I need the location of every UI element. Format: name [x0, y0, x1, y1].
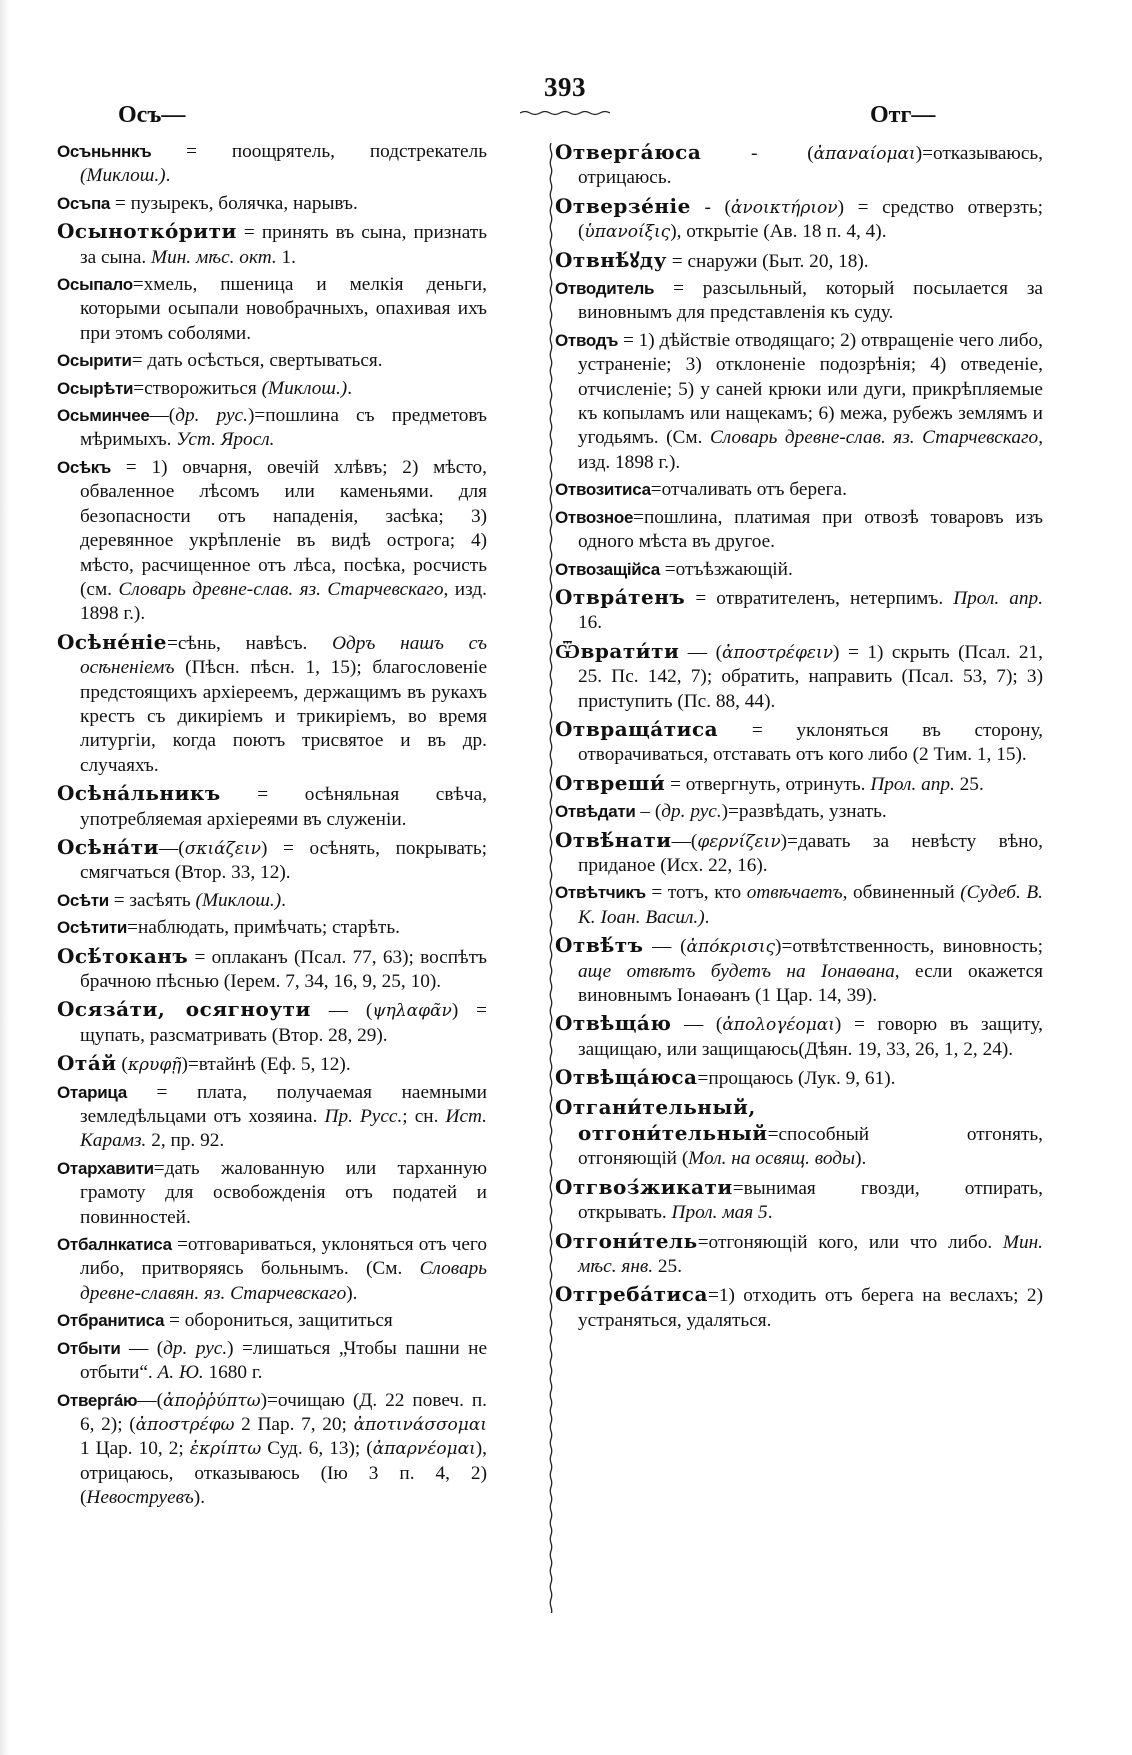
entry-headword: Отвозное	[555, 507, 634, 527]
dictionary-entry	[555, 1011, 1043, 1062]
dictionary-entry	[57, 781, 487, 832]
entry-headword: Осѣ́токанъ	[57, 943, 189, 968]
greek-term: ἀποτινάσσομαι	[353, 1414, 487, 1435]
entry-headword: Осъпа	[57, 193, 111, 213]
greek-term: ἀπολογέομαι	[722, 1015, 835, 1036]
entry-headword: Отвозащійса	[555, 559, 660, 579]
entry-headword: Осѣтити	[57, 918, 128, 938]
entry-definition-text: =отговариваться, уклоняться отъ чего либо, притворяясь больнымъ. (См.	[80, 1234, 487, 1280]
dictionary-entry	[555, 478, 1043, 502]
entry-definition-text: (Пѣсн. пѣсн. 1, 15); благословеніе предстоящихъ архіереемъ, держащимъ въ рукахъ крестъ съ дикиріемъ и трикиріемъ, во время литургіи, когда поютъ трисвятое и въ др. случаяхъ.	[80, 657, 487, 776]
dictionary-entry	[555, 1065, 1043, 1091]
entry-definition-text: = пузырекъ, болячка, нарывъ.	[110, 192, 358, 214]
entry-definition-text: ; сн.	[402, 1106, 446, 1128]
entry-definition-text: )=очищаю (Д. 22 повеч. п. 6, 2); (	[80, 1389, 487, 1435]
entry-definition-text: , обвиненный	[842, 882, 961, 904]
entry-definition-text: ).	[346, 1282, 358, 1304]
entry-definition-text: 25.	[954, 773, 984, 795]
page-number: 393	[544, 72, 586, 102]
dictionary-entry	[57, 1081, 487, 1154]
entry-definition-text: —(	[149, 405, 176, 427]
entry-headword: Осѣти	[57, 890, 109, 910]
dictionary-entry	[57, 916, 487, 940]
entry-definition-text: 1680 г.	[203, 1362, 263, 1384]
italic-citation: Ист. Карамз.	[80, 1106, 487, 1152]
dictionary-entry	[555, 277, 1043, 326]
greek-term: ἀπαναίομαι	[813, 144, 916, 164]
entry-headword: Отводитель	[555, 279, 655, 299]
greek-term: ἀποστρέφειν	[722, 642, 834, 663]
dictionary-entry	[555, 771, 1043, 797]
italic-citation: (Миклош.)	[261, 377, 348, 399]
entry-definition-text: 2, пр. 92.	[146, 1130, 225, 1152]
entry-headword: Отвра́тенъ	[555, 584, 686, 609]
entry-headword: Отбыти	[57, 1338, 121, 1358]
dictionary-entry	[555, 1229, 1043, 1280]
dictionary-entry	[555, 558, 1043, 582]
dictionary-entry	[555, 1095, 1043, 1172]
dictionary-entry	[57, 456, 487, 627]
entry-definition-text: = 1) овчарня, овечій хлѣвъ; 2) мѣсто, обваленное лѣсомъ или каменьями. для безопасности отъ нападенія, засѣка; 3) деревянное укрѣпленіе въ видѣ острога; 4) мѣсто, расчищенное отъ лѣса, посѣка, росчисть (см.	[80, 456, 487, 600]
entry-definition-text: = оборониться, защититься	[164, 1310, 393, 1332]
entry-definition-text: 25.	[653, 1256, 683, 1278]
italic-citation: Словарь древне-слав. яз. Старчевскаго	[709, 427, 1039, 449]
entry-headword: Отвергáюса	[555, 140, 702, 164]
italic-citation: др. рус.	[163, 1337, 228, 1359]
page-number-ornament-rule	[520, 110, 610, 116]
entry-headword: Отвѣща́ю	[555, 1011, 672, 1036]
dictionary-entry	[555, 828, 1043, 879]
entry-definition-text: (	[116, 1054, 128, 1076]
entry-definition-text: 2 Пар. 7, 20;	[234, 1413, 354, 1435]
entry-definition-text: 1.	[276, 246, 296, 268]
dictionary-entry	[57, 889, 487, 913]
italic-citation: Уст. Яросл.	[176, 429, 275, 451]
italic-citation: Прол. апр.	[870, 773, 955, 795]
entry-definition-text: 16.	[578, 612, 603, 634]
entry-definition-text: = засѣять	[108, 889, 196, 911]
entry-definition-text: — (	[671, 1014, 723, 1036]
dictionary-entry	[57, 997, 487, 1048]
entry-headword: Осѣне́ніе	[57, 629, 167, 654]
entry-headword: Осьминчее	[57, 406, 150, 426]
italic-citation: Невоструевъ	[86, 1487, 194, 1509]
entry-headword: Отвозитиса	[555, 480, 651, 500]
entry-headword: Отгвоз́жикати	[555, 1174, 733, 1199]
dictionary-entry	[555, 800, 1043, 824]
dictionary-entry	[57, 630, 487, 778]
dictionary-entry	[57, 404, 487, 453]
italic-citation: Мин. мѣс. окт.	[151, 246, 277, 268]
dictionary-entry	[555, 1175, 1043, 1226]
entry-headword: Ота́й	[57, 1051, 117, 1076]
entry-definition-text: =отчаливать отъ берега.	[650, 479, 847, 501]
entry-headword: Отархавити	[57, 1158, 154, 1178]
entry-definition-text: =1) отходить отъ берега на веслахъ; 2) устраняться, удаляться.	[578, 1285, 1043, 1331]
entry-definition-text: =прощаюсь (Лук. 9, 61).	[697, 1068, 896, 1090]
italic-citation: А. Ю.	[157, 1362, 204, 1384]
greek-term: ἀπόκρισις	[686, 937, 776, 958]
dictionary-entry	[555, 1282, 1043, 1333]
entry-definition-text: , изд. 1898 г.).	[578, 427, 1044, 473]
entry-definition-text: — (	[120, 1337, 164, 1359]
entry-definition-text: ).	[193, 1487, 206, 1509]
entry-definition-text: = поощрятель, подстрекатель	[151, 141, 487, 162]
entry-headword: Отвергáю	[57, 1390, 138, 1410]
entry-definition-text: .	[767, 1202, 773, 1224]
dictionary-entry	[57, 192, 487, 216]
dictionary-entry	[555, 717, 1043, 768]
entry-headword: Отарица	[57, 1082, 127, 1102]
dictionary-entry	[57, 377, 487, 401]
entry-definition-text: Суд. 6, 13); (	[261, 1438, 373, 1460]
italic-citation: Мин. мѣс. янв.	[578, 1231, 1043, 1278]
entry-headword: Отверзе́ніе	[555, 193, 691, 218]
entry-definition-text: = уклоняться въ сторону, отворачиваться, отставать отъ кого либо (2 Тим. 1, 15).	[578, 719, 1043, 766]
entry-definition-text: =отгоняющій кого, или что либо.	[697, 1231, 1003, 1253]
entry-definition-text: = плата, получаемая наемными земледѣльцами отъ хозяина.	[80, 1081, 487, 1128]
entry-definition-text: = 1) дѣйствіе отводящаго; 2) отвращеніе чего либо, устраненіе; 3) отклоненіе подозрѣнія; 4) отведеніе, отчисленіе; 5) у саней крюки или дуги, прикрѣпляемые къ копыламъ или нащекамъ; 6) межа, рубежъ землямъ и угодьямъ. (См.	[578, 329, 1043, 449]
entry-definition-text: = разсыльный, который посылается за виновнымъ для представленія къ суду.	[578, 278, 1043, 324]
greek-term: ἀνοικτήριον	[730, 197, 838, 218]
dictionary-entry	[57, 944, 487, 995]
italic-citation: др. рус.	[175, 405, 248, 427]
greek-term: ἐκρίπτω	[189, 1439, 262, 1460]
greek-term: κρυφῇ	[127, 1055, 182, 1076]
dictionary-entry	[57, 219, 487, 270]
page-edge-shadow	[0, 0, 10, 1755]
entry-definition-text: .	[704, 906, 710, 928]
italic-citation: др. рус.	[661, 801, 722, 823]
entry-headword: Отвреши́	[555, 770, 666, 795]
entry-definition-text: =наблюдать, примѣчать; старѣть.	[127, 917, 400, 939]
entry-definition-text: =пошлина, платимая при отвозѣ товаровъ изъ одного мѣста въ другое.	[578, 506, 1043, 553]
entry-headword: Отвѣ́тъ	[555, 933, 644, 958]
entry-headword: Отбалнкатиса	[57, 1235, 172, 1255]
entry-headword: Осырити	[57, 351, 132, 371]
dictionary-entry	[57, 349, 487, 373]
entry-definition-text: , если окажется виновнымъ Іонаѳанъ (1 Цар. 14, 39).	[578, 960, 1043, 1006]
entry-headword: Осыпало	[57, 275, 133, 295]
entry-definition-text: = отвергнуть, отринуть.	[665, 773, 871, 795]
entry-headword: Осъньннкъ	[57, 142, 152, 161]
right-column	[555, 140, 1043, 1336]
entry-definition-text: = осѣняльная свѣча, употребляемая архіереями въ служеніи.	[80, 784, 487, 830]
dictionary-entry	[555, 933, 1043, 1008]
dictionary-entry	[555, 329, 1043, 475]
entry-definition-text: = тотъ, кто	[645, 882, 747, 904]
entry-headword: Осѣна́льникъ	[57, 781, 221, 806]
dictionary-entry	[57, 1233, 487, 1306]
entry-headword: Отвѣдати	[555, 802, 636, 822]
entry-definition-text: ) = 1) скрыть (Псал. 21, 25. Пс. 142, 7); обратить, направить (Псал. 53, 7); 3) приступить (Пс. 88, 44).	[578, 641, 1044, 712]
entry-definition-text: =дать жалованную или тарханную грамоту для освобожденія отъ податей и повинностей.	[80, 1157, 487, 1228]
entry-definition-text: ) =лишаться „Чтобы пашни не отбыти“.	[80, 1337, 488, 1384]
greek-term: σκιάζειν	[184, 838, 261, 859]
greek-term: ἀπαρνέομαι	[372, 1439, 476, 1460]
entry-definition-text: )=отвѣтственность, виновность;	[775, 936, 1043, 958]
italic-citation: (Миклош.)	[80, 165, 166, 187]
entry-definition-text: = принять въ сына, признать за сына.	[80, 222, 487, 268]
greek-term: ἀποῤῥύπτω	[162, 1390, 261, 1411]
entry-headword: Осѣна́ти	[57, 834, 159, 859]
entry-headword: Отвѣща́юса	[555, 1065, 698, 1090]
entry-headword: Отвраща́тиса	[555, 716, 719, 741]
entry-definition-text: — (	[643, 936, 687, 958]
running-head-right: Отг—	[870, 102, 936, 128]
entry-definition-text: ) = средство отверзть; (	[578, 196, 1043, 243]
dictionary-entry	[57, 1051, 487, 1077]
dictionary-entry	[555, 639, 1043, 714]
entry-definition-text: )=втайнѣ (Еф. 5, 12).	[181, 1054, 351, 1076]
entry-headword: Отгреба́тиса	[555, 1282, 708, 1307]
entry-headword: Ѿврати́ти	[555, 638, 680, 663]
entry-headword: Осынотко́рити	[57, 219, 237, 244]
entry-headword: Осырѣти	[57, 378, 134, 398]
entry-definition-text: = отвратителенъ, нетерпимъ.	[685, 587, 954, 609]
dictionary-entry	[57, 140, 487, 189]
entry-headword: Отвѣ́нати	[555, 827, 672, 852]
entry-definition-text: - (	[701, 143, 814, 164]
italic-citation: Словарь древне-славян. яз. Старчевскаго	[80, 1258, 487, 1304]
dictionary-entry	[57, 835, 487, 886]
entry-headword: Отвѣтчикъ	[555, 883, 646, 903]
entry-definition-text: ) = осѣнять, покрывать; смягчаться (Втор. 33, 12).	[80, 837, 487, 884]
italic-citation: (Судеб. В. К. Іоан. Васил.)	[578, 882, 1044, 928]
entry-definition-text: .	[165, 165, 171, 187]
entry-definition-text: )=давать за невѣсту вѣно, приданое (Исх. 22, 16).	[578, 830, 1043, 876]
greek-term: ἀποστρέφω	[135, 1414, 235, 1435]
entry-definition-text: =хмель, пшеница и мелкія деньги, которыми осыпали новобрачныхъ, опахивая ихъ при этомъ соболями.	[80, 274, 487, 344]
italic-citation: аще отвѣтъ будетъ на Іонаѳана	[578, 960, 895, 982]
italic-citation: Одръ нашъ съ осѣненіемъ	[80, 632, 487, 679]
entry-definition-text: —(	[137, 1389, 163, 1411]
running-head-left: Осъ—	[118, 102, 186, 128]
italic-citation: Словарь древне-слав. яз. Старчевскаго	[118, 578, 444, 600]
entry-definition-text: — (	[310, 1000, 373, 1022]
left-column	[57, 140, 487, 1514]
dictionary-entry	[57, 1309, 487, 1333]
entry-definition-text: =отъѣзжающій.	[659, 558, 793, 580]
entry-definition-text: =вынимая гвозди, отпирать, открывать.	[578, 1177, 1043, 1224]
greek-term: ὑπανοίξις	[584, 222, 671, 243]
entry-definition-text: — (	[679, 641, 722, 663]
entry-headword: Отгани́тельный, отгони́тельный	[555, 1094, 768, 1146]
entry-definition-text: = дать осѣсться, свертываться.	[131, 350, 383, 372]
entry-definition-text: —(	[159, 837, 185, 859]
italic-citation: отвѣчаетъ	[746, 882, 843, 904]
dictionary-entry	[555, 585, 1043, 636]
entry-headword: Отвнѣ́ꙋду	[555, 247, 667, 272]
greek-term: φερνίζειν	[697, 831, 781, 852]
entry-definition-text: ).	[855, 1148, 867, 1170]
entry-definition-text: ) = щупать, разсматривать (Втор. 28, 29).	[80, 1000, 487, 1046]
entry-definition-text: =сѣнь, навѣсъ.	[167, 632, 333, 654]
entry-definition-text: )=развѣдать, узнать.	[721, 801, 887, 823]
entry-definition-text: 1 Цар. 10, 2;	[80, 1438, 190, 1460]
entry-definition-text: .	[281, 889, 286, 911]
dictionary-entry	[57, 1337, 487, 1386]
entry-definition-text: )=пошлина съ предметовъ мѣримыхъ.	[80, 405, 488, 451]
dictionary-entry	[57, 1157, 487, 1230]
entry-headword: Осѣкъ	[57, 457, 112, 477]
italic-citation: Пр. Русс.	[324, 1106, 403, 1128]
italic-citation: Прол. апр.	[953, 587, 1044, 609]
entry-headword: Осяза́ти, осягноути	[57, 997, 311, 1022]
dictionary-entry	[555, 506, 1043, 555]
entry-definition-text: ), открытіе (Ав. 18 п. 4, 4).	[670, 221, 887, 243]
dictionary-entry	[555, 248, 1043, 274]
dictionary-entry	[555, 881, 1043, 930]
italic-citation: (Миклош.)	[195, 889, 282, 911]
entry-definition-text: , изд. 1898 г.).	[80, 578, 487, 625]
entry-definition-text: =способный отгонять, отгоняющій (	[578, 1124, 1043, 1170]
entry-headword: Отбранитиса	[57, 1311, 165, 1331]
entry-definition-text: = оплаканъ (Псал. 77, 63); воспѣтъ брачною пѣснью (Іерем. 7, 34, 16, 9, 25, 10).	[80, 946, 487, 992]
entry-definition-text: ), отрицаюсь, отказываюсь (Ію 3 п. 4, 2) (	[80, 1438, 487, 1509]
entry-definition-text: - (	[690, 196, 731, 218]
entry-definition-text: – (	[635, 801, 662, 823]
entry-definition-text: )=отказываюсь, отрицаюсь.	[578, 143, 1043, 189]
dictionary-entry	[555, 194, 1043, 245]
greek-term: ψηλαφᾶν	[372, 1001, 452, 1022]
dictionary-entry	[57, 273, 487, 346]
entry-definition-text: ) = говорю въ защиту, защищаю, или защищаюсь(Дѣян. 19, 33, 26, 1, 2, 24).	[578, 1014, 1043, 1060]
italic-citation: Прол. мая 5	[671, 1202, 768, 1224]
column-divider	[548, 143, 554, 1613]
entry-headword: Отводъ	[555, 330, 619, 350]
dictionary-entry	[555, 140, 1043, 191]
entry-headword: Отгони́тель	[555, 1228, 698, 1253]
entry-definition-text: .	[347, 377, 353, 399]
dictionary-entry	[57, 1389, 487, 1511]
entry-definition-text: =створожиться	[133, 377, 262, 399]
entry-definition-text: —(	[671, 830, 698, 852]
entry-definition-text: = снаружи (Быт. 20, 18).	[666, 250, 869, 272]
italic-citation: Мол. на освящ. воды	[688, 1148, 856, 1170]
